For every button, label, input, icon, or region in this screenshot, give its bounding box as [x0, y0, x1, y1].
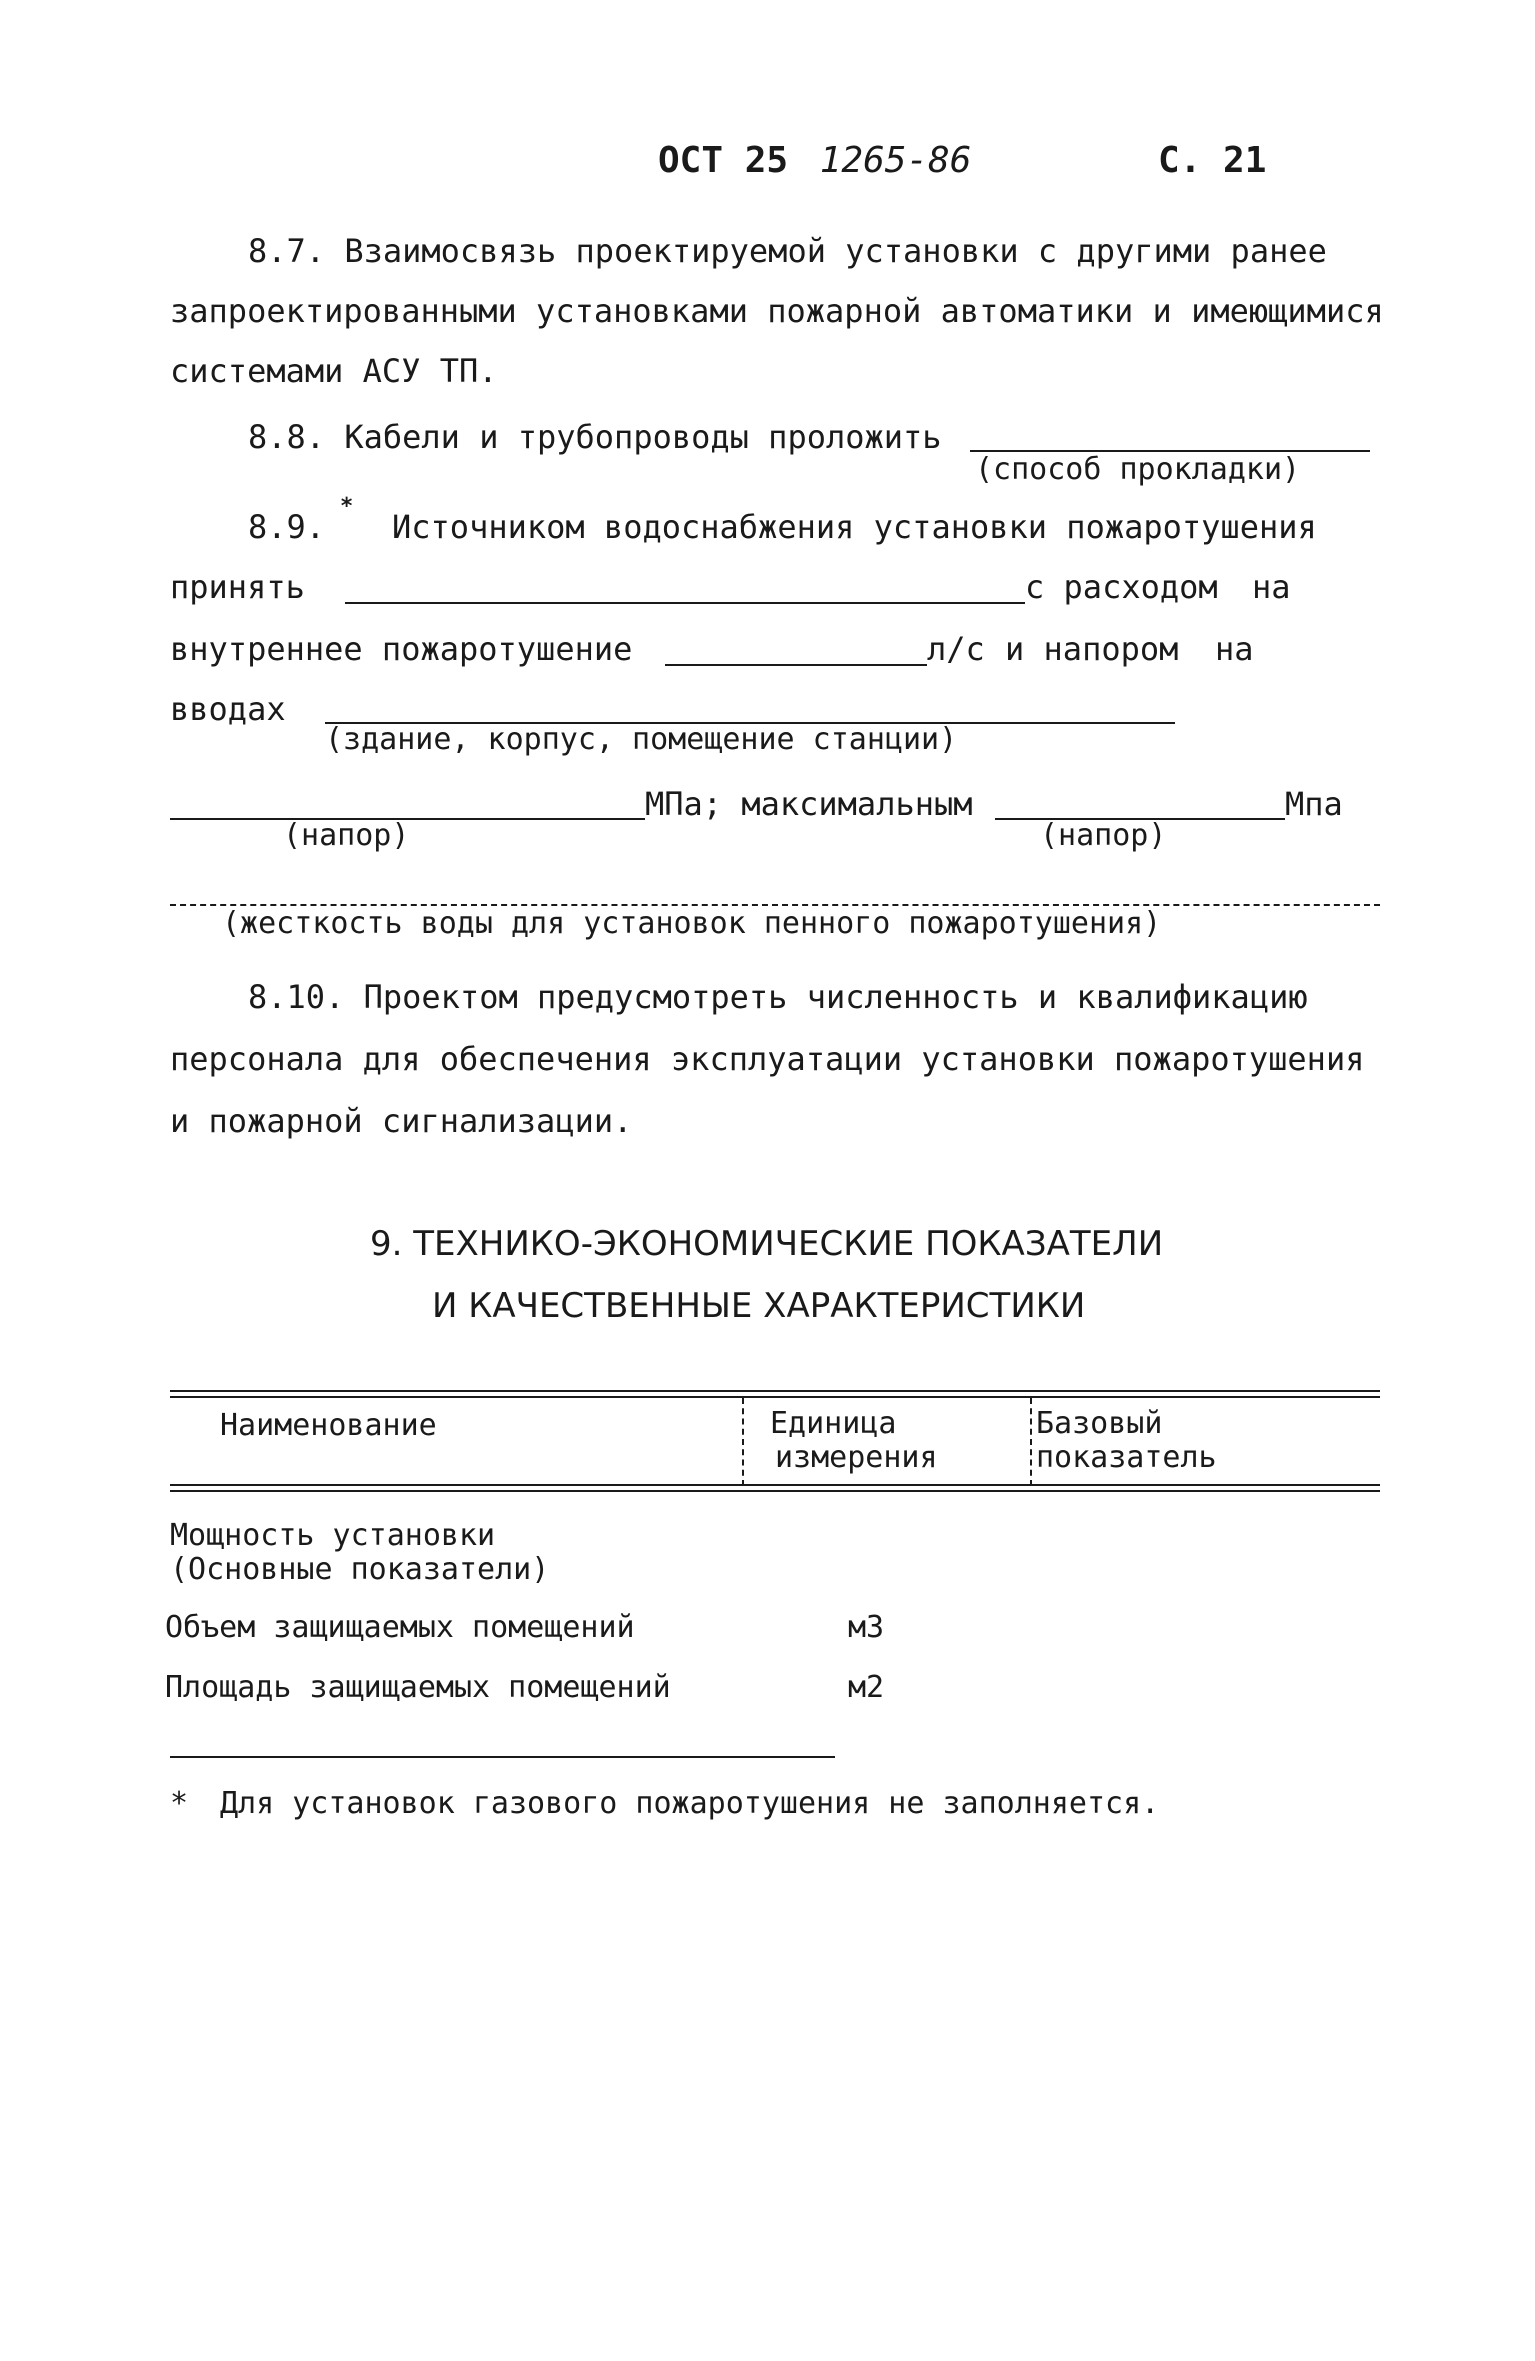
column-separator-1	[742, 1398, 744, 1486]
internal-firefighting-label: внутреннее пожаротушение	[170, 630, 633, 668]
footnote-rule	[170, 1756, 835, 1758]
table-row-power-line-2: (Основные показатели)	[170, 1552, 550, 1587]
section-9-title-line-2: И КАЧЕСТВЕННЫЕ ХАРАКТЕРИСТИКИ	[432, 1286, 1086, 1326]
table-row-power-line-1: Мощность установки	[170, 1518, 496, 1553]
pressure-label: и напором	[1005, 630, 1179, 668]
flow-rate-line	[665, 664, 927, 666]
column-header-unit-line-2: измерения	[775, 1440, 938, 1475]
column-header-unit-line-1: Единица	[770, 1406, 897, 1441]
accept-label: принять	[170, 568, 305, 606]
paragraph-8-9-number: 8.9.	[248, 508, 326, 546]
at-label: на	[1215, 630, 1254, 668]
pressure-caption-2: (напор)	[1040, 818, 1167, 853]
table-row-area-unit: м2	[848, 1670, 885, 1705]
standard-code	[658, 140, 971, 181]
inputs-label: вводах	[170, 690, 286, 728]
table-row-volume-unit: м3	[848, 1610, 885, 1645]
table-header-rule	[170, 1484, 1380, 1492]
mpa-unit: Мпа	[1285, 785, 1343, 823]
standard-label: ОСТ 25	[658, 140, 789, 181]
footnote-mark: *	[340, 494, 354, 519]
mpa-max-label: МПа; максимальным	[645, 785, 973, 823]
column-header-base-line-1: Базовый	[1036, 1406, 1163, 1441]
column-header-name: Наименование	[220, 1408, 437, 1443]
table-row-volume-name: Объем защищаемых помещений	[165, 1610, 635, 1645]
column-header-base-line-2: показатель	[1036, 1440, 1217, 1475]
water-source-line	[345, 602, 1025, 604]
footnote-text: Для установок газового пожаротушения не заполняется.	[220, 1786, 1160, 1821]
paragraph-8-9-line-1: Источником водоснабжения установки пожаротушения	[392, 508, 1317, 546]
table-top-rule	[170, 1390, 1380, 1398]
building-caption: (здание, корпус, помещение станции)	[325, 722, 958, 757]
cable-method-caption: (способ прокладки)	[975, 452, 1301, 487]
paragraph-8-7-line-2: запроектированными установками пожарной автоматики и имеющимися	[170, 292, 1384, 330]
footnote-mark-bottom: *	[170, 1786, 189, 1821]
ls-unit: л/с	[927, 630, 985, 668]
page-number: С. 21	[1158, 140, 1267, 181]
water-hardness-caption: (жесткость воды для установок пенного пожаротушения)	[222, 906, 1162, 941]
section-9-title-line-1: 9. ТЕХНИКО-ЭКОНОМИЧЕСКИЕ ПОКАЗАТЕЛИ	[370, 1224, 1164, 1264]
standard-number: 1265-86	[819, 140, 972, 181]
pressure-caption-1: (напор)	[283, 818, 410, 853]
paragraph-8-10-line-1: 8.10. Проектом предусмотреть численность и квалификацию	[248, 978, 1308, 1016]
paragraph-8-8: 8.8. Кабели и трубопроводы проложить	[248, 418, 942, 456]
on-label: на	[1252, 568, 1291, 606]
paragraph-8-7-line-3: системами АСУ ТП.	[170, 352, 498, 390]
paragraph-8-10-line-3: и пожарной сигнализации.	[170, 1102, 633, 1140]
paragraph-8-7-line-1: 8.7. Взаимосвязь проектируемой установки с другими ранее	[248, 232, 1327, 270]
table-row-area-name: Площадь защищаемых помещений	[165, 1670, 671, 1705]
column-separator-2	[1030, 1398, 1032, 1486]
paragraph-8-10-line-2: персонала для обеспечения эксплуатации установки пожаротушения	[170, 1040, 1365, 1078]
flow-label: с расходом	[1025, 568, 1218, 606]
